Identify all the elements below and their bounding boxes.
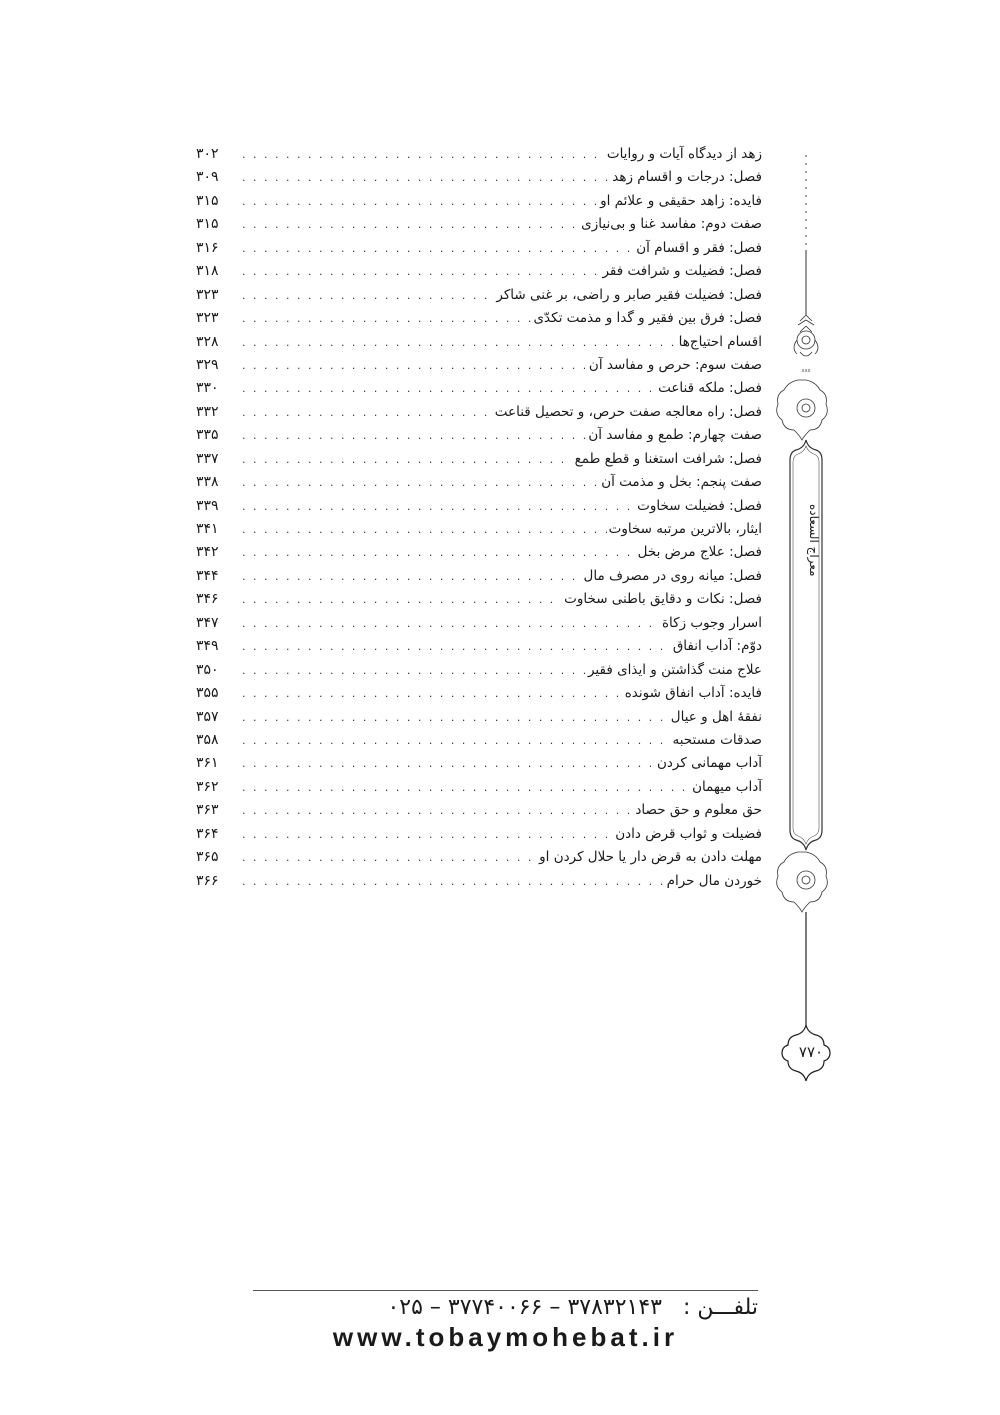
toc-entry-page: ۳۳۷ [196, 450, 219, 467]
dot-leader [242, 190, 598, 213]
toc-entry-page: ۳۲۸ [196, 333, 219, 350]
toc-entry[interactable] [196, 870, 762, 893]
toc-entry-title: فصل: راه معالجه صفت حرص، و تحصیل قناعت [494, 403, 762, 420]
toc-entry-page: ۳۶۵ [196, 849, 219, 866]
website-link[interactable]: www.tobaymohebat.ir [332, 1322, 679, 1352]
toc-entry-title: فصل: فرق بین فقیر و گدا و مذمت تکدّی [533, 310, 762, 327]
dot-leader [242, 659, 586, 682]
toc-entry-title: زهد از دیدگاه آیات و روایات [606, 146, 762, 162]
toc-entry[interactable] [196, 846, 762, 869]
toc-entry-title: فایده: آداب انفاق شونده [624, 685, 762, 702]
phone-line [253, 1295, 758, 1320]
toc-entry-title: صفت پنجم: بخل و مذمت آن [601, 474, 762, 491]
toc-entry-page: ۳۴۹ [196, 638, 219, 655]
toc-entry-title: اسرار وجوب زکاة [661, 614, 762, 631]
toc-entry-title: خوردن مال حرام [666, 872, 762, 889]
toc-entry[interactable] [196, 166, 762, 189]
dot-leader [242, 706, 669, 729]
toc-entry[interactable] [196, 588, 762, 611]
dot-leader [242, 635, 671, 658]
dot-leader [242, 799, 633, 822]
toc-entry-page: ۳۴۷ [196, 614, 219, 631]
svg-text:xxx: xxx [801, 368, 811, 374]
toc-entry-title: فصل: فقر و اقسام آن [636, 239, 762, 256]
toc-entry-page: ۳۶۳ [196, 802, 219, 819]
table-of-contents [196, 143, 762, 893]
toc-entry[interactable] [196, 612, 762, 635]
book-title: معراج السعاده [807, 503, 821, 577]
toc-entry[interactable] [196, 776, 762, 799]
toc-entry-page: ۳۳۸ [196, 474, 219, 491]
toc-entry-page: ۳۲۹ [196, 356, 219, 373]
toc-entry[interactable] [196, 752, 762, 775]
dot-leader [242, 823, 613, 846]
dot-leader [242, 870, 665, 893]
rosette-ornament-icon [777, 852, 828, 912]
toc-entry-page: ۳۱۶ [196, 239, 219, 256]
toc-entry-page: ۳۳۵ [196, 427, 219, 444]
toc-entry-title: صفت دوم: مفاسد غنا و بی‌نیازی [581, 216, 762, 233]
toc-entry-page: ۳۶۱ [196, 755, 219, 772]
dot-leader [242, 565, 582, 588]
toc-entry-page: ۳۵۰ [196, 661, 219, 678]
toc-entry-title: حق معلوم و حق حصاد [635, 802, 762, 819]
toc-entry-title: فصل: علاج مرض بخل [637, 544, 762, 561]
dot-leader [242, 495, 635, 518]
ornamental-border [770, 140, 850, 1100]
toc-entry-page: ۳۴۶ [196, 591, 219, 608]
dot-leader [242, 213, 579, 236]
dot-leader [242, 471, 599, 494]
dot-leader [242, 424, 586, 447]
dot-leader [242, 682, 623, 705]
toc-entry-title: فصل: نکات و دقایق باطنی سخاوت [564, 591, 762, 608]
footer [253, 1290, 758, 1353]
toc-entry-title: دوّم: آداب انفاق [672, 638, 762, 655]
toc-entry-page: ۳۰۲ [196, 146, 219, 162]
rosette-ornament-icon [777, 380, 828, 440]
dot-leader [242, 260, 600, 283]
toc-entry[interactable] [196, 260, 762, 283]
toc-entry[interactable] [196, 635, 762, 658]
toc-entry[interactable] [196, 354, 762, 377]
toc-entry[interactable] [196, 448, 762, 471]
toc-entry-page: ۳۳۲ [196, 403, 219, 420]
toc-entry-title: آداب میهمان [692, 778, 762, 795]
toc-entry[interactable] [196, 518, 762, 541]
toc-entry-page: ۳۲۳ [196, 286, 219, 303]
toc-entry[interactable] [196, 237, 762, 260]
toc-entry-page: ۳۳۹ [196, 497, 219, 514]
toc-entry[interactable] [196, 659, 762, 682]
dot-leader [242, 284, 494, 307]
toc-entry-page: ۳۴۴ [196, 567, 219, 584]
toc-entry[interactable] [196, 495, 762, 518]
toc-entry[interactable] [196, 307, 762, 330]
dot-leader [242, 541, 636, 564]
toc-entry-title: فصل: میانه روی در مصرف مال [583, 567, 762, 584]
toc-entry[interactable] [196, 471, 762, 494]
toc-entry-title: علاج منت گذاشتن و ایذای فقیر [587, 661, 762, 678]
dot-leader [242, 354, 587, 377]
toc-entry-page: ۳۶۶ [196, 872, 219, 889]
toc-entry-title: مهلت دادن به قرض دار یا حلال کردن او [539, 849, 762, 866]
toc-entry-title: فصل: فضیلت سخاوت [637, 497, 762, 514]
toc-entry[interactable] [196, 565, 762, 588]
dot-leader [242, 166, 610, 189]
phone-numbers: ۳۷۸۳۲۱۴۳ – ۳۷۷۴۰۰۶۶ – ۰۲۵ [387, 1295, 662, 1320]
dot-leader [242, 846, 537, 869]
dot-leader [242, 752, 655, 775]
toc-entry-title: صدقات مستحبه [672, 731, 762, 748]
dot-leader [242, 729, 671, 752]
toc-entry[interactable] [196, 143, 762, 166]
toc-entry[interactable] [196, 729, 762, 752]
toc-entry-title: نفقهٔ اهل و عیال [670, 708, 762, 725]
dot-leader [242, 401, 493, 424]
dot-leader [242, 331, 677, 354]
dot-leader [242, 237, 634, 260]
toc-entry-title: فصل: درجات و اقسام زهد [612, 169, 762, 186]
toc-entry-page: ۳۱۵ [196, 216, 219, 233]
toc-entry[interactable] [196, 541, 762, 564]
toc-entry-page: ۳۵۵ [196, 685, 219, 702]
dot-leader [242, 307, 531, 330]
toc-entry[interactable] [196, 284, 762, 307]
toc-entry-page: ۳۶۴ [196, 825, 219, 842]
phone-label: تلفـــن : [682, 1295, 758, 1320]
toc-entry-page: ۳۱۸ [196, 263, 219, 280]
toc-entry[interactable] [196, 823, 762, 846]
toc-entry[interactable] [196, 401, 762, 424]
toc-entry-title: فصل: شرافت استغنا و قطع طمع [574, 450, 762, 467]
toc-entry-page: ۳۲۳ [196, 310, 219, 327]
toc-entry[interactable] [196, 682, 762, 705]
toc-entry-title: صفت سوم: حرص و مفاسد آن [588, 356, 762, 373]
toc-entry[interactable] [196, 799, 762, 822]
toc-entry-title: صفت چهارم: طمع و مفاسد آن [588, 427, 762, 444]
dot-leader [242, 518, 607, 541]
toc-entry[interactable] [196, 213, 762, 236]
toc-entry-page: ۳۶۲ [196, 778, 219, 795]
toc-entry[interactable] [196, 331, 762, 354]
toc-entry-page: ۳۰۹ [196, 169, 219, 186]
dot-leader [242, 448, 573, 471]
footer-divider [253, 1290, 758, 1291]
finial-ornament-icon [794, 315, 818, 356]
toc-entry-page: ۳۴۱ [196, 521, 219, 537]
dot-leader [242, 776, 690, 799]
toc-entry-title: اقسام احتیاج‌ها [678, 333, 762, 350]
toc-entry-title: فضیلت و ثواب قرض دادن [615, 825, 762, 842]
dot-leader [242, 377, 656, 400]
dot-leader [242, 143, 605, 166]
toc-entry-title: فصل: فضیلت فقیر صابر و راضی، بر غنی شاکر [496, 286, 762, 303]
toc-entry-page: ۳۱۵ [196, 192, 219, 209]
toc-entry[interactable] [196, 706, 762, 729]
page-number: ۷۷۰ [798, 1043, 824, 1061]
toc-entry-page: ۳۴۲ [196, 544, 219, 561]
dot-leader [242, 588, 562, 611]
toc-entry[interactable] [196, 190, 762, 213]
toc-entry[interactable] [196, 424, 762, 447]
toc-entry-page: ۳۵۷ [196, 708, 219, 725]
dot-leader [242, 612, 660, 635]
toc-entry-title: آداب مهمانی کردن [657, 755, 762, 772]
toc-entry[interactable] [196, 377, 762, 400]
toc-entry-page: ۳۵۸ [196, 731, 219, 748]
toc-entry-title: فصل: فضیلت و شرافت فقر [602, 263, 762, 280]
toc-entry-title: فایده: زاهد حقیقی و علائم او [600, 192, 762, 209]
toc-entry-title: فصل: ملکه قناعت [658, 380, 762, 397]
toc-entry-page: ۳۳۰ [196, 380, 219, 397]
toc-entry-title: ایثار، بالاترین مرتبه سخاوت [608, 521, 762, 537]
